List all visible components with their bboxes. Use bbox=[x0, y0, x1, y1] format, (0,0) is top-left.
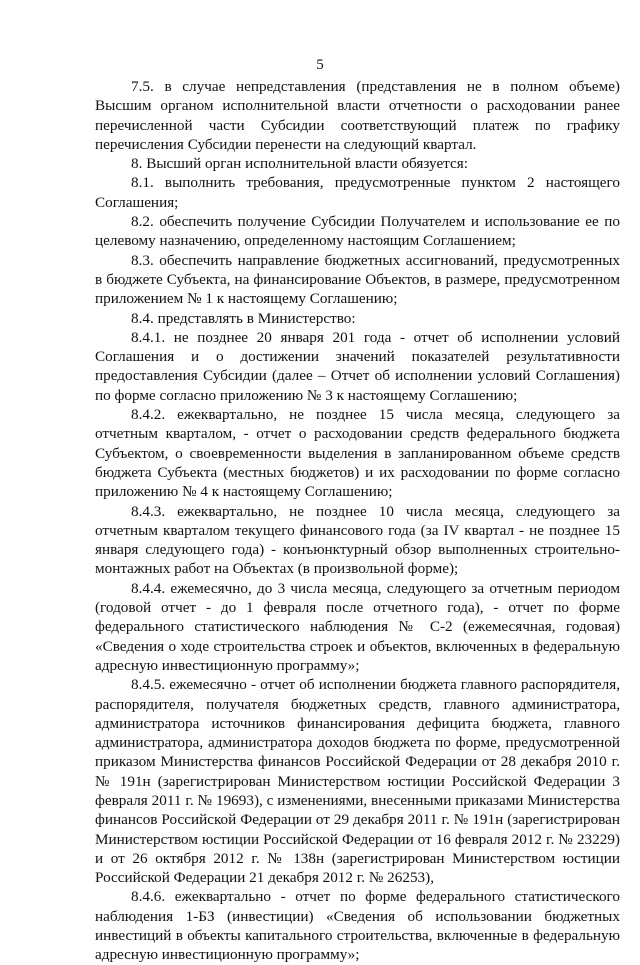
paragraph-8-2: 8.2. обеспечить получение Субсидии Получателем и использование ее по целевому назначению, определенному настоящим Соглашением; bbox=[95, 213, 620, 250]
paragraph-8-4-5: 8.4.5. ежемесячно - отчет об исполнении бюджета главного распорядителя, распорядителя, получателя бюджетных средств, главного администратора, администратора источников финансирования дефицита бюджета, главного администратора, администратора доходов бюджета по форме, предусмотренной приказом Министерства финансов Российской Федерации от 28 декабря 2010 г. № 191н (зарегистрирован Министерством юстиции Российской Федерации 3 февраля 2011 г. № 19693), с изменениями, внесенными приказами Министерства финансов Российской Федерации от 29 декабря 2011 г. № 191н (зарегистрирован Министерством юстиции Российской Федерации от 16 февраля 2012 г. № 23229) и от 26 октября 2012 г. № 138н (зарегистрирован Министерством юстиции Российской Федерации 21 декабря 2012 г. № 26253), bbox=[95, 676, 620, 887]
paragraph-8-4-6: 8.4.6. ежеквартально - отчет по форме федерального статистического наблюдения 1-БЗ (инвестиции) «Сведения об использовании бюджетных инвестиций в объекты капитального строительства, включенные в федеральную адресную инвестиционную программу»; bbox=[95, 888, 620, 964]
paragraph-8-4-1: 8.4.1. не позднее 20 января 201 года - отчет об исполнении условий Соглашения и о достижении значений показателей результативности предоставления Субсидии (далее – Отчет об исполнении условий Соглашения) по форме согласно приложению № 3 к настоящему Соглашению; bbox=[95, 328, 620, 404]
paragraph-8-4-2: 8.4.2. ежеквартально, не позднее 15 числа месяца, следующего за отчетным кварталом, - отчет о расходовании средств федерального бюджета Субъектом, о своевременности выделения в запланированном объеме средств бюджета Субъекта (местных бюджетов) и их расходовании по форме согласно приложению № 4 к настоящему Соглашению; bbox=[95, 406, 620, 501]
paragraph-8-3: 8.3. обеспечить направление бюджетных ассигнований, предусмотренных в бюджете Субъекта, на финансирование Объектов, в размере, предусмотренном приложением № 1 к настоящему Соглашению; bbox=[95, 251, 620, 308]
paragraph-8-4-3: 8.4.3. ежеквартально, не позднее 10 числа месяца, следующего за отчетным кварталом текущего финансового года (за IV квартал - не позднее 15 января следующего года) - конъюнктурный обзор выполненных строительно-монтажных работ на Объектах (в произвольной форме); bbox=[95, 502, 620, 578]
paragraph-7-5: 7.5. в случае непредставления (представления не в полном объеме) Высшим органом исполнительной власти отчетности о расходовании ранее перечисленной части Субсидии соответствующий платеж по графику перечисления Субсидии перенести на следующий квартал. bbox=[95, 78, 620, 153]
page-number: 5 bbox=[316, 57, 324, 73]
paragraph-8-4-4: 8.4.4. ежемесячно, до 3 числа месяца, следующего за отчетным периодом (годовой отчет - до 1 февраля после отчетного года), - отчет по форме федерального статистического наблюдения № С-2 (ежемесячная, годовая) «Сведения о ходе строительства строек и объектов, включенных в федеральную адресную инвестиционную программу»; bbox=[95, 579, 620, 674]
paragraph-8-4: 8.4. представлять в Министерство: bbox=[131, 309, 356, 327]
paragraph-8: 8. Высший орган исполнительной власти обязуется: bbox=[131, 155, 468, 173]
document-body bbox=[95, 77, 620, 965]
paragraph-8-1: 8.1. выполнить требования, предусмотренные пунктом 2 настоящего Соглашения; bbox=[95, 174, 620, 211]
